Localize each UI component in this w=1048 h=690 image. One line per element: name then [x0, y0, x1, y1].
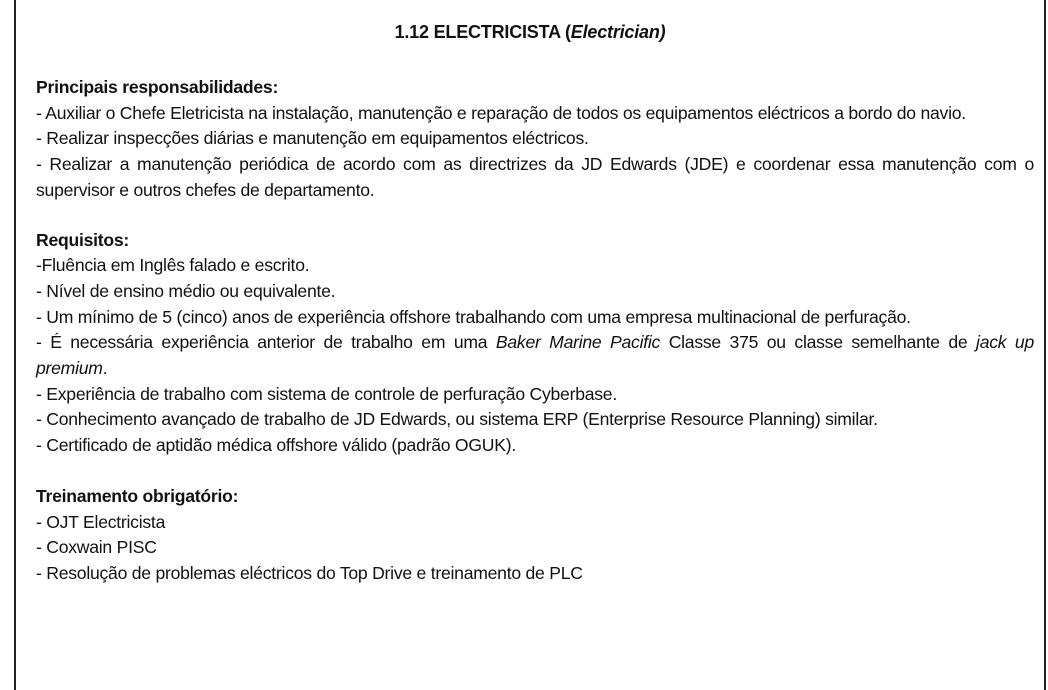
responsibility-item: - Auxiliar o Chefe Eletricista na instalação, manutenção e reparação de todos os equipamentos eléctricos a bordo do navio.	[36, 102, 966, 123]
requirement-item-text: Classe 375 ou classe semelhante de	[660, 332, 977, 353]
section-title-italic: Electrician)	[570, 22, 666, 42]
document-body	[36, 75, 1034, 587]
training-item: - Resolução de problemas eléctricos do Top Drive e treinamento de PLC	[36, 562, 583, 583]
responsibilities-heading: Principais responsabilidades:	[36, 77, 279, 97]
training-heading: Treinamento obrigatório:	[36, 485, 239, 506]
document-frame	[14, 0, 1046, 690]
requirements-heading: Requisitos:	[36, 229, 130, 250]
requirement-item: - Um mínimo de 5 (cinco) anos de experiência offshore trabalhando com uma empresa multinacional de perfuração.	[36, 306, 911, 327]
requirement-item: - Conhecimento avançado de trabalho de JD Edwards, ou sistema ERP (Enterprise Resource Planning) similar.	[36, 409, 878, 430]
section-title-main: 1.12 ELECTRICISTA (	[394, 22, 571, 42]
requirement-item: - Certificado de aptidão médica offshore válido (padrão OGUK).	[36, 435, 516, 456]
requirement-item-italic: Baker Marine Pacific	[495, 332, 661, 353]
requirement-item-text: .	[102, 358, 108, 379]
training-item: - Coxwain PISC	[36, 537, 157, 558]
requirement-item	[36, 330, 1034, 381]
requirement-item: - Nível de ensino médio ou equivalente.	[36, 280, 336, 301]
requirement-item-italic: jack up premium	[36, 332, 1034, 379]
training-item: - OJT Electricista	[36, 511, 166, 532]
requirement-item-text: - É necessária experiência anterior de trabalho em uma	[36, 332, 496, 353]
requirement-item: -Fluência em Inglês falado e escrito.	[36, 255, 310, 276]
section-title	[16, 21, 1044, 43]
responsibility-item: - Realizar inspecções diárias e manutenção em equipamentos eléctricos.	[36, 128, 589, 149]
requirement-item: - Experiência de trabalho com sistema de controle de perfuração Cyberbase.	[36, 383, 617, 404]
responsibility-item: - Realizar a manutenção periódica de acordo com as directrizes da JD Edwards (JDE) e coordenar essa manutenção com o supervisor e outros chefes de departamento.	[36, 154, 1034, 200]
